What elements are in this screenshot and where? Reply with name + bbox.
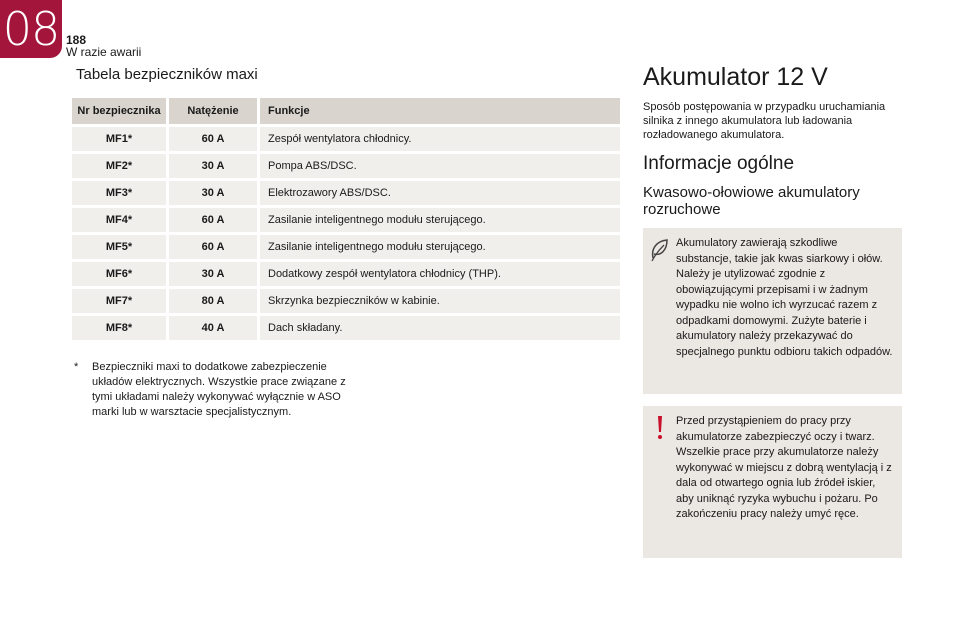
fuse-number: MF3* [72,181,169,205]
fuse-row [72,289,620,313]
fuse-amperage: 80 A [169,289,260,313]
fuse-number: MF6* [72,262,169,286]
fuse-row [72,208,620,232]
fuse-table-header [72,98,620,124]
fuse-row [72,235,620,259]
column-header-number: Nr bezpiecznika [72,98,169,124]
column-header-amperage: Natężenie [169,98,260,124]
footnote-mark: * [74,361,79,373]
environment-note-text: Akumulatory zawierają szkodliwe substancje, takie jak kwas siarkowy i ołów. Należy je utylizować zgodnie z obowiązującymi przepisami i w żadnym wypadku nie wolno ich wyrzucać razem z odpadkami domowymi. Zużyte baterie i akumulatory należy przekazywać do specjalnego punktu odbioru takich odpadów. [676,237,893,358]
fuse-number: MF7* [72,289,169,313]
fuse-amperage: 30 A [169,262,260,286]
fuse-table-title: Tabela bezpieczników maxi [76,66,258,83]
fuse-row [72,262,620,286]
environment-note [643,228,902,394]
footnote-text: Bezpieczniki maxi to dodatkowe zabezpieczenie układów elektrycznych. Wszystkie prace związane z tymi układami należy wykonywać wyłącznie w ASO marki lub w warsztacie specjalistycznym. [92,361,346,418]
fuse-row [72,154,620,178]
fuse-function: Zasilanie inteligentnego modułu sterującego. [260,208,620,232]
fuse-row [72,181,620,205]
fuse-amperage: 40 A [169,316,260,340]
lead-acid-heading: Kwasowo-ołowiowe akumulatory rozruchowe [643,184,860,218]
general-info-heading: Informacje ogólne [643,153,795,174]
warning-note [643,406,902,558]
fuse-number: MF2* [72,154,169,178]
leaf-icon [649,234,671,264]
fuse-function: Dach składany. [260,316,620,340]
fuse-function: Pompa ABS/DSC. [260,154,620,178]
fuse-amperage: 60 A [169,208,260,232]
fuse-function: Dodatkowy zespół wentylatora chłodnicy (THP). [260,262,620,286]
fuse-row [72,316,620,340]
fuse-function: Zasilanie inteligentnego modułu sterującego. [260,235,620,259]
battery-title: Akumulator 12 V [643,63,828,91]
fuse-footnote [74,360,364,420]
section-title: W razie awarii [66,45,142,59]
fuse-function: Elektrozawory ABS/DSC. [260,181,620,205]
fuse-number: MF5* [72,235,169,259]
fuse-function: Zespół wentylatora chłodnicy. [260,127,620,151]
chapter-number: 08 [2,2,60,56]
exclamation-icon [649,412,671,442]
fuse-function: Skrzynka bezpieczników w kabinie. [260,289,620,313]
fuse-table [72,95,620,343]
fuse-row [72,127,620,151]
fuse-amperage: 60 A [169,235,260,259]
fuse-amperage: 30 A [169,181,260,205]
page-number: 188 [66,33,87,47]
warning-note-text: Przed przystąpieniem do pracy przy akumulatorze zabezpieczyć oczy i twarz. Wszelkie prace przy akumulatorze należy wykonywać w miejscu z dobrą wentylacją i z dala od otwartego ognia lub źródeł iskier, aby uniknąć ryzyka wybuchu i pożaru. Po zakończeniu pracy należy umyć ręce. [676,415,892,520]
fuse-amperage: 30 A [169,154,260,178]
battery-intro: Sposób postępowania w przypadku uruchamiania silnika z innego akumulatora lub ładowania rozładowanego akumulatora. [643,101,886,141]
chapter-tab [0,0,62,58]
fuse-amperage: 60 A [169,127,260,151]
fuse-number: MF8* [72,316,169,340]
fuse-number: MF4* [72,208,169,232]
fuse-number: MF1* [72,127,169,151]
column-header-function: Funkcje [260,98,620,124]
